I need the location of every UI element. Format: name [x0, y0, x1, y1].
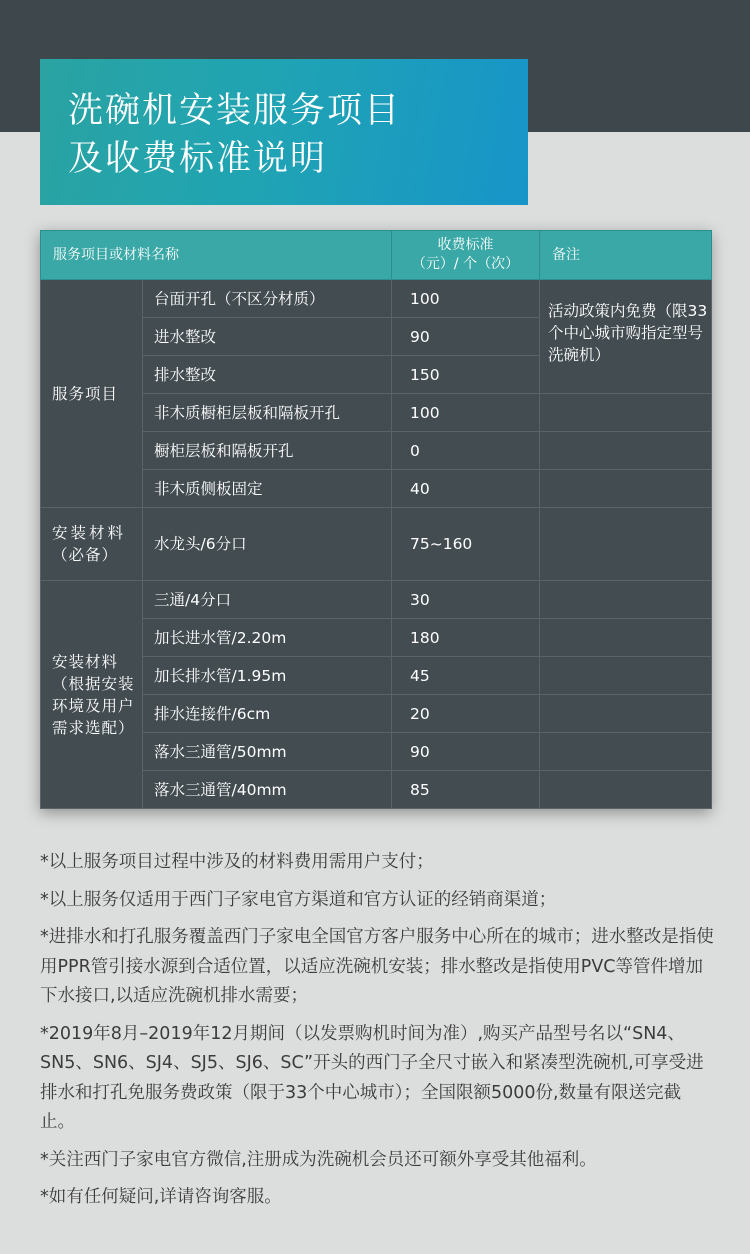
row-name: 非木质侧板固定	[143, 470, 392, 508]
row-note-empty	[540, 619, 712, 657]
row-note-empty	[540, 470, 712, 508]
fee-table	[40, 230, 712, 809]
footnote-2: *以上服务仅适用于西门子家电官方渠道和官方认证的经销商渠道；	[40, 889, 557, 910]
row-name: 三通/4分口	[143, 581, 392, 619]
footnote-3: *进排水和打孔服务覆盖西门子家电全国官方客户服务中心所在的城市；进水整改是指使用PPR管引接水源到合适位置，以适应洗碗机安装；排水整改是指使用PVC等管件增加下水接口,以适应洗碗机排水需要；	[40, 927, 714, 1006]
row-fee: 90	[392, 318, 540, 356]
row-fee: 75~160	[392, 508, 540, 581]
header-item-name: 服务项目或材料名称	[41, 231, 392, 280]
table-row	[41, 581, 712, 619]
group-required-line-1: 安装材料	[52, 524, 127, 542]
row-fee: 180	[392, 619, 540, 657]
table-header-row	[41, 231, 712, 280]
row-fee: 40	[392, 470, 540, 508]
row-name: 落水三通管/50mm	[143, 733, 392, 771]
footnote-6: *如有任何疑问,详请咨询客服。	[40, 1187, 282, 1207]
row-note-empty	[540, 733, 712, 771]
group-optional: 安装材料（根据安装环境及用户需求选配）	[41, 581, 143, 809]
row-fee: 20	[392, 695, 540, 733]
fee-table-container	[40, 230, 711, 809]
row-note-empty	[540, 394, 712, 432]
row-fee: 0	[392, 432, 540, 470]
row-name: 排水整改	[143, 356, 392, 394]
row-name: 加长排水管/1.95m	[143, 657, 392, 695]
row-name: 落水三通管/40mm	[143, 771, 392, 809]
group-required-line-2: （必备）	[52, 546, 119, 564]
footnote-4: *2019年8月–2019年12月期间（以发票购机时间为准）,购买产品型号名以“SN4、SN5、SN6、SJ4、SJ5、SJ6、SC”开头的西门子全尺寸嵌入和紧凑型洗碗机,可享受进排水和打孔免服务费政策（限于33个中心城市）；全国限额5000份,数量有限送完截止。	[40, 1023, 704, 1132]
header-fee-line-1: 收费标准	[437, 237, 494, 253]
title-banner	[40, 59, 528, 205]
header-fee	[392, 231, 540, 280]
row-name: 进水整改	[143, 318, 392, 356]
group-service: 服务项目	[41, 280, 143, 508]
row-name: 水龙头/6分口	[143, 508, 392, 581]
row-fee: 85	[392, 771, 540, 809]
footnote-1: *以上服务项目过程中涉及的材料费用需用户支付；	[40, 852, 434, 872]
row-fee: 100	[392, 394, 540, 432]
group-required	[41, 508, 143, 581]
row-note-empty	[540, 695, 712, 733]
footnote-5: *关注西门子家电官方微信,注册成为洗碗机会员还可额外享受其他福利。	[40, 1149, 597, 1170]
row-note-empty	[540, 508, 712, 581]
promo-note: 活动政策内免费（限33个中心城市购指定型号洗碗机）	[540, 280, 712, 394]
row-fee: 90	[392, 733, 540, 771]
row-note-empty	[540, 771, 712, 809]
row-name: 橱柜层板和隔板开孔	[143, 432, 392, 470]
row-note-empty	[540, 432, 712, 470]
footnotes	[40, 848, 716, 1221]
row-name: 加长进水管/2.20m	[143, 619, 392, 657]
row-note-empty	[540, 657, 712, 695]
header-note: 备注	[540, 231, 712, 280]
row-fee: 150	[392, 356, 540, 394]
page-title-line-2: 及收费标准说明	[68, 139, 328, 179]
table-row	[41, 508, 712, 581]
row-name: 非木质橱柜层板和隔板开孔	[143, 394, 392, 432]
table-row	[41, 280, 712, 318]
page-title-line-1: 洗碗机安装服务项目	[68, 91, 402, 131]
row-name: 台面开孔（不区分材质）	[143, 280, 392, 318]
row-fee: 100	[392, 280, 540, 318]
header-fee-line-2: （元）/ 个（次）	[411, 256, 520, 272]
row-fee: 45	[392, 657, 540, 695]
row-fee: 30	[392, 581, 540, 619]
row-name: 排水连接件/6cm	[143, 695, 392, 733]
row-note-empty	[540, 581, 712, 619]
